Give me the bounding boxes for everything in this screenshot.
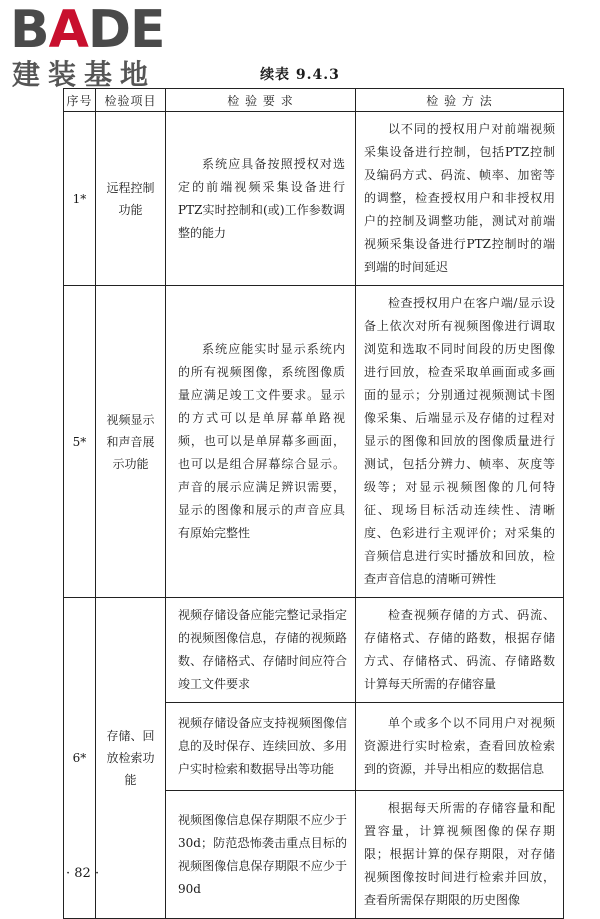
row-requirement: 视频图像信息保存期限不应少于30d；防范恐怖袭击重点目标的视频图像信息保存期限不应少于90d [166, 791, 356, 919]
row-requirement: 视频存储设备应支持视频图像信息的及时保存、连续回放、多用户实时检索和数据导出等功能 [166, 703, 356, 791]
row-method: 检查授权用户在客户端/显示设备上依次对所有视频图像进行调取浏览和选取不同时间段的历史图像进行回放，检查采取单画面或多画面的显示；分别通过视频测试卡图像采集、后端显示及存储的过程对显示的图像和回放的图像质量进行测试，包括分辨力、帧率、灰度等级等；对显示视频图像的几何特征、现场目标活动连续性、清晰度、色彩进行主观评价；对采集的音频信息进行实时播放和回放，检查声音信息的清晰可辨性 [356, 286, 564, 598]
row-method: 根据每天所需的存储容量和配置容量，计算视频图像的保存期限；根据计算的保存期限，对存储视频图像按时间进行检索并回放，查看所需保存期限的历史图像 [356, 791, 564, 919]
row-requirement: 系统应能实时显示系统内的所有视频图像，系统图像质量应满足竣工文件要求。显示的方式可以是单屏幕单路视频，也可以是单屏幕多画面，也可以是组合屏幕综合显示。声音的展示应满足辨识需要，显示的图像和展示的声音应具有原始完整性 [166, 286, 356, 598]
header-requirement: 检 验 要 求 [166, 89, 356, 112]
header-item: 检验项目 [96, 89, 166, 112]
row-item: 存储、回放检索功能 [96, 598, 166, 919]
table-row [64, 598, 564, 703]
row-number: 1* [64, 112, 96, 286]
table-header-row [64, 89, 564, 112]
table-row [64, 112, 564, 286]
row-number: 6* [64, 598, 96, 919]
logo-brand [10, 0, 165, 60]
logo-brand-text: BADE [10, 0, 165, 60]
page-number: · 82 · [66, 866, 100, 881]
header-no: 序号 [64, 89, 96, 112]
row-method: 检查视频存储的方式、码流、存储格式、存储的路数，根据存储方式、存储格式、码流、存储路数计算每天所需的存储容量 [356, 598, 564, 703]
row-item: 视频显示和声音展示功能 [96, 286, 166, 598]
row-method: 单个或多个以不同用户对视频资源进行实时检索，查看回放检索到的资源，并导出相应的数据信息 [356, 703, 564, 791]
row-requirement: 视频存储设备应能完整记录指定的视频图像信息，存储的视频路数、存储格式、存储时间应符合竣工文件要求 [166, 598, 356, 703]
logo-subtitle: 建装基地 [12, 58, 157, 91]
table-title: 续表 9.4.3 [260, 67, 340, 83]
table-row [64, 286, 564, 598]
row-item: 远程控制功能 [96, 112, 166, 286]
inspection-table [63, 88, 564, 919]
row-number: 5* [64, 286, 96, 598]
row-requirement: 系统应具备按照授权对选定的前端视频采集设备进行PTZ实时控制和(或)工作参数调整的能力 [166, 112, 356, 286]
header-method: 检 验 方 法 [356, 89, 564, 112]
row-method: 以不同的授权用户对前端视频采集设备进行控制，包括PTZ控制及编码方式、码流、帧率、加密等的调整，检查授权用户和非授权用户的控制及调整功能，测试对前端视频采集设备进行PTZ控制时的端到端的时间延迟 [356, 112, 564, 286]
